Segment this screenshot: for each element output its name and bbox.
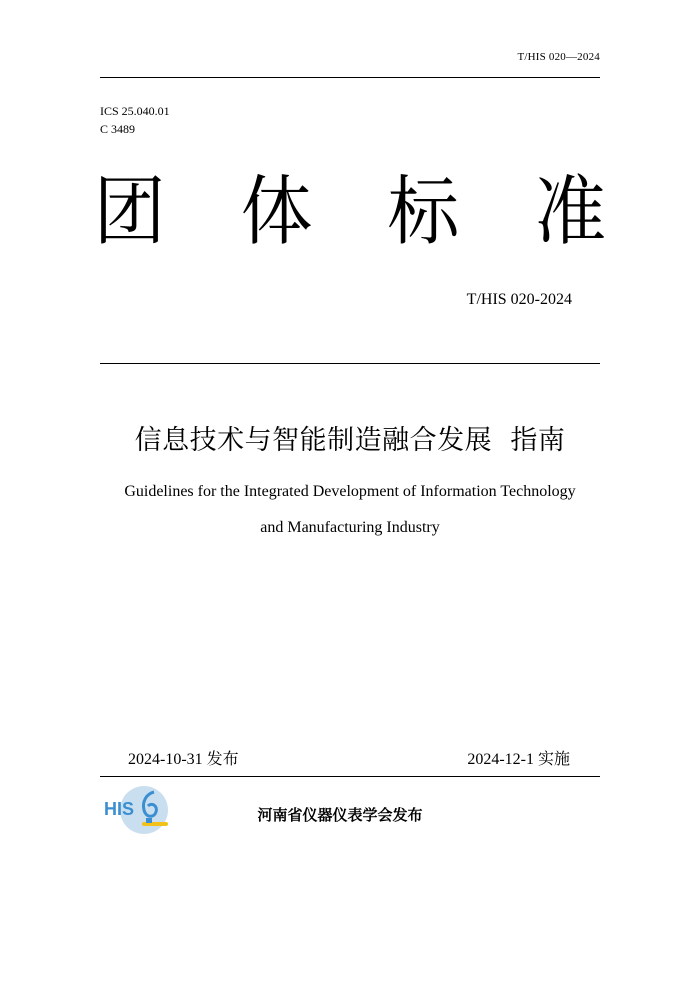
- ccs-code: C 3489: [100, 122, 136, 136]
- implement-label: 实施: [537, 749, 570, 768]
- top-divider: [100, 77, 600, 78]
- title-english-line-1: Guidelines for the Integrated Development of Information Technology: [124, 483, 576, 500]
- publish-date-value: 2024-10-31: [128, 751, 203, 768]
- implement-date-value: 2024-12-1: [467, 751, 534, 768]
- title-english: [0, 474, 700, 546]
- classification-block: [100, 102, 170, 138]
- header-standard-code: T/HIS 020—2024: [517, 51, 600, 63]
- standard-number: T/HIS 020-2024: [466, 291, 572, 308]
- bottom-divider: [100, 776, 600, 777]
- implement-date: [467, 746, 570, 769]
- document-type-title: 团 体 标 准: [93, 166, 633, 256]
- title-chinese: 信息技术与智能制造融合发展 指南: [134, 425, 566, 456]
- ics-code: ICS 25.040.01: [100, 104, 170, 118]
- publish-label: 发布: [206, 749, 239, 768]
- title-english-line-2: and Manufacturing Industry: [260, 519, 440, 536]
- svg-text:HIS: HIS: [104, 799, 135, 819]
- publisher-name: 河南省仪器仪表学会发布: [257, 806, 423, 824]
- publish-date: [128, 746, 239, 769]
- middle-divider: [100, 363, 600, 364]
